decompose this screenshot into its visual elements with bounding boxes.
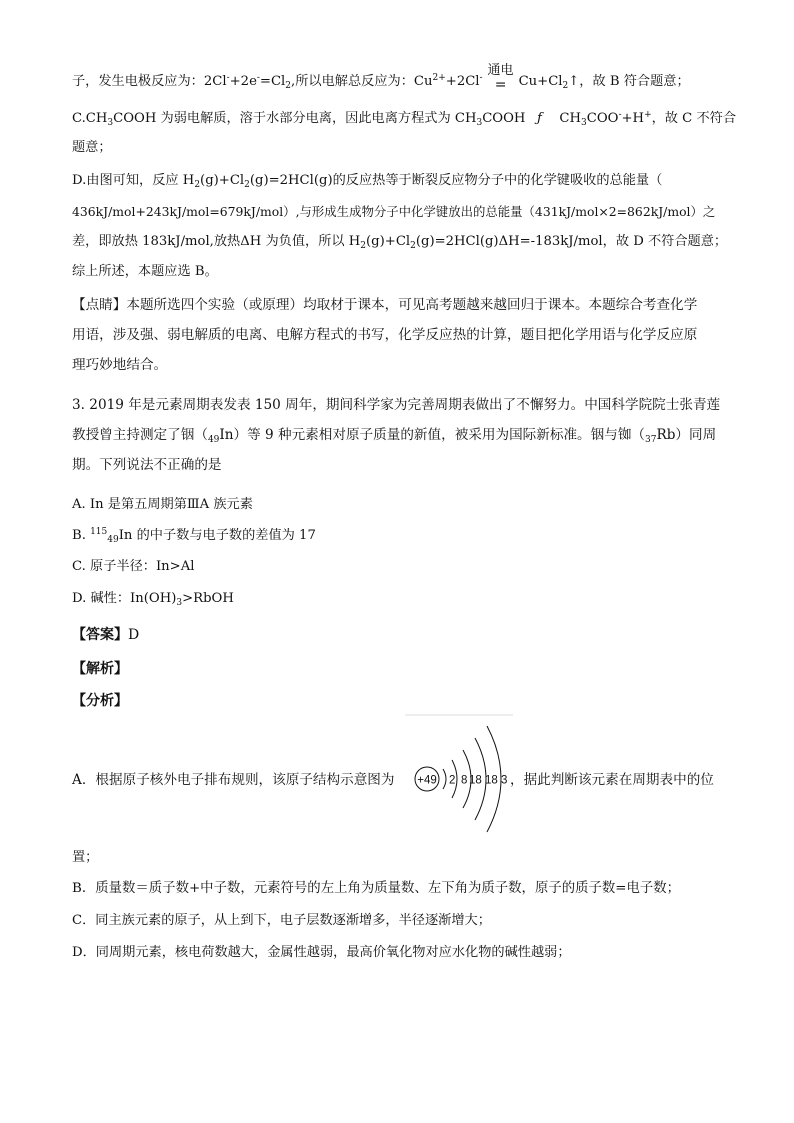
- para-d-line4: 综上所述，本题应选 B。: [72, 264, 218, 279]
- equilibrium-arrow: ƒ: [536, 111, 542, 126]
- question3-line2: 教授曾主持测定了铟$(_{49}In)$等 9 种元素相对原子质量的新值，被采用为国际新标准。铟与铷$(_{37}Rb)$同周: [72, 427, 717, 445]
- para-d-line3: 差，即放热 183kJ/mol,放热ΔH 为负值，所以 $H_2(g)+Cl_2(g)=2HCl(g)\Delta H=-183kJ$/mol，故 D 不符合题意；: [72, 234, 728, 251]
- question3-line1: 3. 2019 年是元素周期表发表 150 周年，期间科学家为完善周期表做出了不懈努力。中国科学院院士张青莲: [72, 397, 721, 413]
- para-c-line2: 题意；: [72, 140, 112, 155]
- electrolysis-condition: 通电 =: [487, 63, 514, 93]
- option-a: A. In 是第五周期第ⅢA 族元素: [72, 497, 253, 512]
- explain-d: D．同周期元素，核电荷数越大，金属性越弱，最高价氧化物对应水化物的碱性越弱；: [72, 945, 571, 960]
- atomic-structure-diagram: [405, 714, 515, 838]
- para-d-line2: 436kJ/mol+243kJ/mol=679kJ/mol）,与形成生成物分子中化学键放出的总能量（431kJ/mol×2=862kJ/mol）之: [72, 204, 716, 219]
- explain-c: C．同主族元素的原子，从上到下，电子层数逐渐增多，半径逐渐增大；: [72, 913, 491, 928]
- shell-count-4: 18: [485, 774, 498, 787]
- shell-count-2: 8: [461, 774, 468, 787]
- option-c: C. 原子半径：In>Al: [72, 559, 195, 574]
- shell-count-3: 18: [469, 774, 482, 787]
- comment-line1: 【点睛】本题所选四个实验（或原理）均取材于课本，可见高考题越来越回归于课本。本题综合考查化学: [72, 297, 698, 313]
- explain-a-line2: 置；: [72, 850, 99, 865]
- answer-label: 【答案】: [72, 627, 128, 643]
- answer-value: D: [128, 627, 140, 643]
- analysis-label: 【解析】: [72, 661, 128, 677]
- question3-line3: 期。下列说法不正确的是: [72, 457, 222, 473]
- fenxi-label: 【分析】: [72, 693, 128, 709]
- option-d: D. 碱性：$In(OH)_3>RbOH$: [72, 591, 234, 608]
- para-b-line: 子，发生电极反应为：$2Cl^-+2e^-=Cl_2$,所以电解总反应为：$Cu^{2+}+2Cl^-$ 通电 = $Cu+Cl_2↑$，故 B 符合题意；: [72, 63, 690, 93]
- explain-b: B．质量数＝质子数+中子数，元素符号的左上角为质量数、左下角为质子数，原子的质子数=电子数；: [72, 881, 681, 896]
- shell-count-1: 2: [449, 774, 456, 787]
- shell-arc-1: [443, 769, 446, 789]
- para-d-line1: D.由图可知，反应 $H_2(g)+Cl_2(g)=2HCl(g)$的反应热等于断裂反应物分子中的化学键吸收的总能量（: [72, 173, 663, 190]
- shell-count-5: 3: [501, 774, 508, 787]
- explain-a-line1-tail: ，据此判断该元素在周期表中的位: [510, 772, 714, 788]
- option-b: B. $^{115}_{49}$In 的中子数与电子数的差值为 17: [72, 527, 316, 545]
- answer-line: [72, 626, 139, 644]
- para-c-line1: $C.CH_3COOH$ 为弱电解质，溶于水部分电离，因此电离方程式为 $CH_3COOH$ ƒ $CH_3COO^-+H^+$，故 C 不符合: [72, 110, 737, 128]
- nucleus-charge: +49: [417, 774, 437, 787]
- comment-line3: 理巧妙地结合。: [72, 357, 168, 373]
- comment-line2: 用语，涉及强、弱电解质的电离、电解方程式的书写，化学反应热的计算，题目把化学用语与化学反应原: [72, 327, 698, 343]
- explain-a-line1: A．根据原子核外电子排布规则，该原子结构示意图为: [72, 772, 395, 788]
